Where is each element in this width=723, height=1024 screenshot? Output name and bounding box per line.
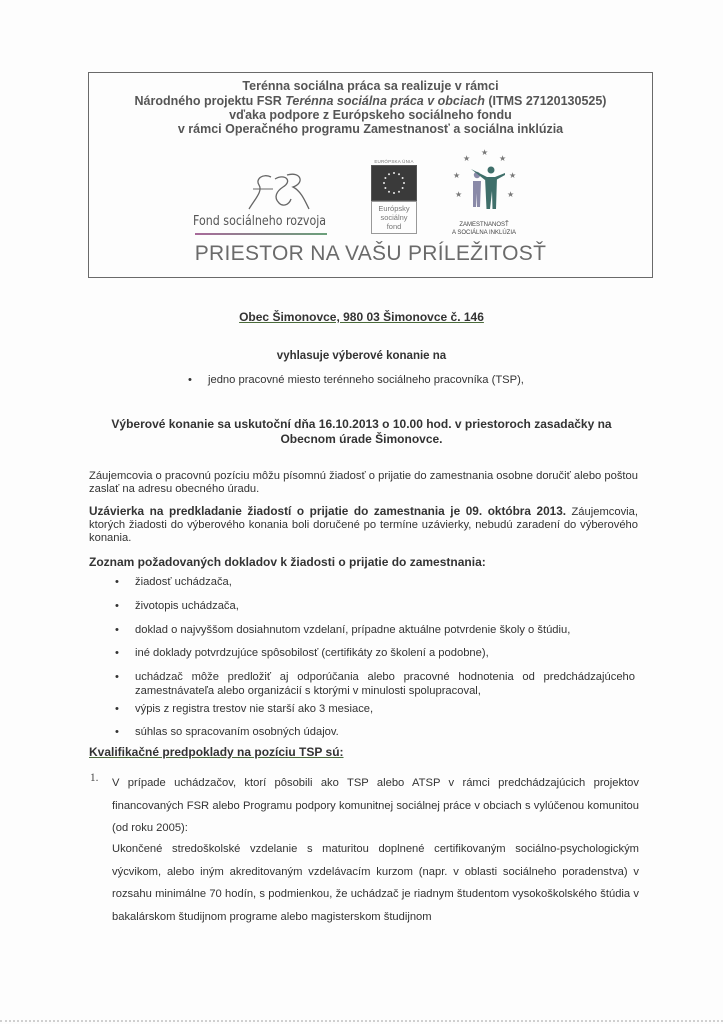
svg-text:★: ★ xyxy=(507,190,515,199)
fsr-monogram-icon xyxy=(193,169,353,213)
header-line-2-post: (ITMS 27120130525) xyxy=(484,94,607,108)
scan-edge-dots xyxy=(0,1020,723,1022)
people-stars-icon xyxy=(439,145,529,221)
doc-item-7: • súhlas so spracovaním osobných údajov. xyxy=(135,726,339,738)
address-line: Obec Šimonovce, 980 03 Šimonovce č. 146 xyxy=(239,310,484,324)
doc-item-6: • výpis z registra trestov nie starší ako 3 mesiace, xyxy=(135,703,373,715)
qual-item-text: V prípade uchádzačov, ktorí pôsobili ako TSP alebo ATSP v rámci predchádzajúcich projektov financovaných FSR alebo Programu podpory komunitnej sociálnej práce v obciach s vylúčenou komunitou (od roku 2005): xyxy=(112,777,639,834)
esf-logo xyxy=(370,159,418,234)
esf-label-box xyxy=(371,201,417,234)
zam-line-2: A SOCIÁLNA INKLÚZIA xyxy=(451,230,517,236)
qual-item-number: 1. xyxy=(90,772,99,784)
fsr-label: Fond sociálneho rozvoja xyxy=(193,213,327,229)
qual-item-detail: Ukončené stredoškolské vzdelanie s maturitou doplnené certifikovaným sociálno-psychologickým výcvikom, alebo iným akreditovaným vzdelávacím kurzom (napr. v oblasti sociálneho poradenstva) v rozsahu minimálne 70 hodín, s podmienkou, že uchádzač je riadnym študentom vysokoškolského štúdia v bakalárskom študijnom programe alebo magisterskom študijnom xyxy=(112,843,639,923)
position-item: • jedno pracovné miesto terénneho sociálneho pracovníka (TSP), xyxy=(208,374,524,386)
svg-text:★: ★ xyxy=(463,154,471,163)
announce-text: vyhlasuje výberové konanie na xyxy=(276,350,447,362)
fsr-logo xyxy=(193,169,353,235)
applicants-paragraph: Záujemcovia o pracovnú pozíciu môžu písomnú žiadosť o prijatie do zamestnania osobne doručiť alebo poštou zaslať na adresu obecného úradu. xyxy=(89,470,638,495)
slogan: PRIESTOR NA VAŠU PRÍLEŽITOSŤ xyxy=(194,242,547,265)
interview-line-1: Výberové konanie sa uskutoční dňa 16.10.2013 o 10.00 hod. v priestoroch zasadačky na xyxy=(111,417,612,431)
zamestnanost-label xyxy=(439,221,529,237)
fsr-underline xyxy=(195,233,327,235)
svg-text:★: ★ xyxy=(499,154,507,163)
zamestnanost-logo xyxy=(439,145,529,237)
doc-item-2: • životopis uchádzača, xyxy=(135,600,239,612)
docs-heading: Zoznam požadovaných dokladov k žiadosti o prijatie do zamestnania: xyxy=(89,555,486,569)
esf-line-2: sociálny xyxy=(380,213,408,222)
doc-item-3: • doklad o najvyššom dosiahnutom vzdelaní, prípadne aktuálne potvrdenie školy o štúdiu, xyxy=(135,624,570,636)
deadline-bold: Uzávierka na predkladanie žiadostí o prijatie do zamestnania je 09. októbra 2013. xyxy=(89,504,567,518)
interview-line-2: Obecnom úrade Šimonovce. xyxy=(280,432,443,446)
svg-text:★: ★ xyxy=(509,171,517,180)
esf-top-label: EURÓPSKA ÚNIA xyxy=(374,159,414,164)
doc-item-5: • uchádzač môže predložiť aj odporúčania alebo pracovné hodnotenia od predchádzajúceho zamestnávateľa alebo organizácií s ktorými v minulosti spolupracoval, xyxy=(135,670,635,698)
header-line-2-italic: Terénna sociálna práca v obciach xyxy=(285,94,485,108)
esf-line-3: fond xyxy=(386,222,402,231)
header-line-1: Terénna sociálna práca sa realizuje v rámci xyxy=(242,79,499,93)
deadline-rest: Záujemcovia, ktorých žiadosti do výberového konania boli doručené po termíne uzávierky, nebudú zaradení do výberového konania. xyxy=(89,506,639,544)
svg-text:★: ★ xyxy=(481,148,489,157)
qualification-heading: Kvalifikačné predpoklady na pozíciu TSP sú: xyxy=(89,745,344,759)
svg-text:★: ★ xyxy=(453,171,461,180)
zam-line-1: ZAMESTNANOSŤ xyxy=(459,222,509,228)
doc-item-4: • iné doklady potvrdzujúce spôsobilosť (certifikáty zo školení a podobne), xyxy=(135,647,489,659)
esf-line-1: Európsky xyxy=(378,204,410,213)
header-box xyxy=(88,72,653,278)
deadline-paragraph xyxy=(89,505,638,545)
header-line-2-pre: Národného projektu FSR xyxy=(134,94,286,108)
header-line-3: vďaka podpore z Európskeho sociálneho fondu xyxy=(229,108,512,122)
eu-flag-icon xyxy=(371,165,417,201)
svg-text:★: ★ xyxy=(455,190,463,199)
header-line-2 xyxy=(89,94,652,108)
header-line-4: v rámci Operačného programu Zamestnanosť a sociálna inklúzia xyxy=(177,122,564,136)
doc-item-1: • žiadosť uchádzača, xyxy=(135,576,232,588)
